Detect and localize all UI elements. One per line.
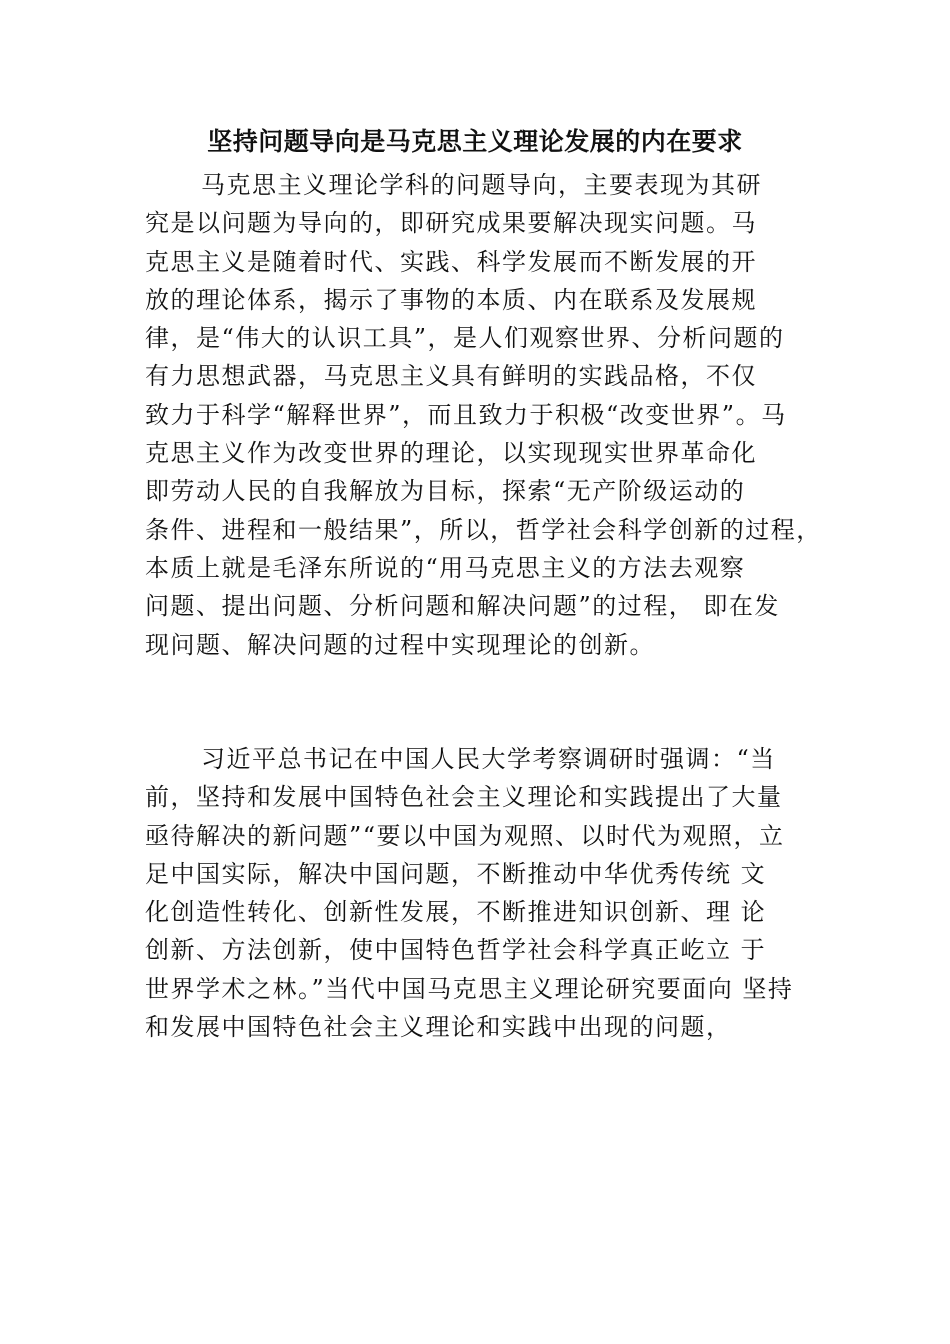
paragraph-line: 马克思主义理论学科的问题导向，主要表现为其研 xyxy=(201,171,762,199)
paragraph-line: 律，是“伟大的认识工具”，是人们观察世界、分析问题的 xyxy=(145,324,785,353)
paragraph-line: 究是以问题为导向的，即研究成果要解决现实问题。马 xyxy=(145,209,757,238)
paragraph-line: 即劳动人民的自我解放为目标，探索“无产阶级运动的 xyxy=(145,477,746,506)
paragraph-line: 现问题、解决问题的过程中实现理论的创新。 xyxy=(145,630,655,659)
paragraph-line: 化创造性转化、创新性发展，不断推进知识创新、理 论 xyxy=(145,898,767,927)
paragraph-line: 亟待解决的新问题”“要以中国为观照、以时代为观照，立 xyxy=(145,821,785,850)
paragraph-line: 有力思想武器，马克思主义具有鲜明的实践品格，不仅 xyxy=(145,362,757,391)
document-title: 坚持问题导向是马克思主义理论发展的内在要求 xyxy=(207,127,743,156)
paragraph-line: 世界学术之林。”当代中国马克思主义理论研究要面向 坚持 xyxy=(145,974,794,1003)
paragraph-line: 本质上就是毛泽东所说的“用马克思主义的方法去观察 xyxy=(145,553,746,582)
paragraph-line: 克思主义作为改变世界的理论，以实现现实世界革命化 xyxy=(145,439,757,468)
paragraph-line: 习近平总书记在中国人民大学考察调研时强调：“当 xyxy=(201,745,776,773)
paragraph-line: 问题、提出问题、分析问题和解决问题”的过程， 即在发 xyxy=(145,592,780,621)
paragraph-1 xyxy=(145,166,822,664)
paragraph-line: 前，坚持和发展中国特色社会主义理论和实践提出了大量 xyxy=(145,783,783,812)
paragraph-line: 放的理论体系，揭示了事物的本质、内在联系及发展规 xyxy=(145,285,757,314)
paragraph-2 xyxy=(145,740,793,1046)
paragraph-line: 足中国实际，解决中国问题，不断推动中华优秀传统 文 xyxy=(145,859,767,888)
paragraph-line: 创新、方法创新，使中国特色哲学社会科学真正屹立 于 xyxy=(145,936,767,965)
paragraph-line: 克思主义是随着时代、实践、科学发展而不断发展的开 xyxy=(145,247,757,276)
paragraph-line: 条件、进程和一般结果”，所以，哲学社会科学创新的过程， xyxy=(145,515,822,544)
paragraph-line: 致力于科学“解释世界”，而且致力于积极“改变世界”。马 xyxy=(145,400,787,429)
paragraph-line: 和发展中国特色社会主义理论和实践中出现的问题， xyxy=(145,1013,732,1042)
